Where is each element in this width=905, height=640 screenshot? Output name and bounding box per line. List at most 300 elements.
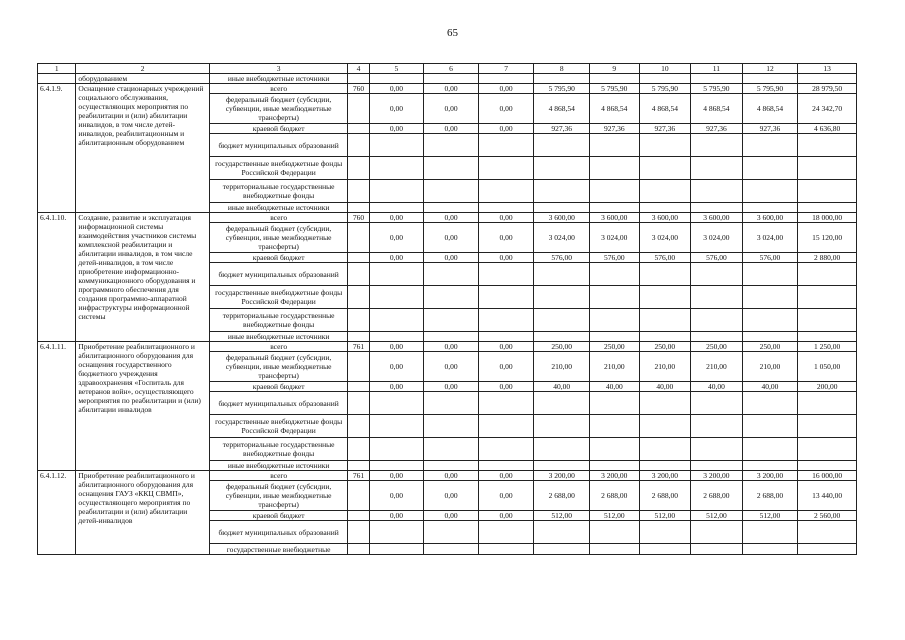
executor-code-cell: 760 [348, 213, 369, 223]
value-cell [424, 263, 479, 286]
executor-code-cell [348, 286, 369, 309]
value-cell: 0,00 [424, 94, 479, 124]
value-cell [369, 415, 424, 438]
value-cell [369, 461, 424, 471]
value-cell [478, 415, 534, 438]
column-number: 8 [534, 64, 590, 74]
value-cell [424, 180, 479, 203]
value-cell: 0,00 [424, 124, 479, 134]
total-value-cell: 200,00 [798, 382, 857, 392]
value-cell [742, 263, 798, 286]
value-cell [348, 74, 369, 84]
value-cell: 3 200,00 [590, 471, 640, 481]
total-value-cell: 2 560,00 [798, 511, 857, 521]
value-cell: 512,00 [639, 511, 691, 521]
value-cell [478, 74, 534, 84]
value-cell: 4 868,54 [534, 94, 590, 124]
value-cell [424, 286, 479, 309]
value-cell [639, 263, 691, 286]
value-cell: 0,00 [424, 382, 479, 392]
value-cell: 576,00 [691, 253, 743, 263]
executor-code-cell [348, 309, 369, 332]
value-cell: 927,36 [590, 124, 640, 134]
value-cell: 0,00 [369, 471, 424, 481]
value-cell: 512,00 [590, 511, 640, 521]
funding-source-cell: иные внебюджетные источники [209, 461, 348, 471]
value-cell: 3 600,00 [534, 213, 590, 223]
value-cell: 0,00 [369, 352, 424, 382]
value-cell [369, 74, 424, 84]
executor-code-cell: 760 [348, 84, 369, 94]
executor-code-cell [348, 352, 369, 382]
value-cell: 0,00 [369, 213, 424, 223]
total-value-cell [798, 438, 857, 461]
funding-source-cell: государственные внебюджетные фонды Российской Федерации [209, 415, 348, 438]
value-cell: 4 868,54 [639, 94, 691, 124]
executor-code-cell [348, 544, 369, 555]
funding-source-cell: всего [209, 84, 348, 94]
value-cell: 3 600,00 [742, 213, 798, 223]
value-cell [424, 461, 479, 471]
value-cell [478, 180, 534, 203]
funding-source-cell: государственные внебюджетные фонды Российской Федерации [209, 157, 348, 180]
value-cell [478, 461, 534, 471]
value-cell [639, 157, 691, 180]
funding-source-cell: федеральный бюджет (субсидии, субвенции, иные межбюджетные трансферты) [209, 481, 348, 511]
total-value-cell [798, 332, 857, 342]
value-cell: 0,00 [478, 124, 534, 134]
value-cell: 0,00 [478, 342, 534, 352]
funding-source-cell: иные внебюджетные источники [209, 203, 348, 213]
value-cell: 576,00 [639, 253, 691, 263]
executor-code-cell: 761 [348, 471, 369, 481]
activity-code: 6.4.1.9. [38, 84, 76, 213]
value-cell [424, 157, 479, 180]
value-cell [590, 74, 640, 84]
value-cell: 0,00 [424, 253, 479, 263]
funding-source-cell: бюджет муниципальных образований [209, 263, 348, 286]
executor-code-cell [348, 511, 369, 521]
funding-row [38, 471, 857, 481]
value-cell: 3 200,00 [639, 471, 691, 481]
value-cell [534, 74, 590, 84]
value-cell [639, 180, 691, 203]
value-cell: 0,00 [424, 213, 479, 223]
value-cell [691, 332, 743, 342]
value-cell [639, 309, 691, 332]
value-cell: 0,00 [478, 481, 534, 511]
value-cell: 4 868,54 [590, 94, 640, 124]
total-value-cell [798, 521, 857, 544]
value-cell [639, 461, 691, 471]
column-number: 6 [424, 64, 479, 74]
value-cell [590, 309, 640, 332]
funding-source-cell: федеральный бюджет (субсидии, субвенции, иные межбюджетные трансферты) [209, 94, 348, 124]
value-cell [798, 74, 857, 84]
value-cell [742, 544, 798, 555]
value-cell [639, 286, 691, 309]
value-cell [742, 332, 798, 342]
value-cell [478, 438, 534, 461]
value-cell [742, 203, 798, 213]
activity-description: Приобретение реабилитационного и абилитационного оборудования для оснащения ГАУЗ «ККЦ СВМП», осуществляющего мероприятия по реабилитации и (или) абилитации детей-инвалидов [76, 471, 209, 555]
value-cell: 5 795,90 [691, 84, 743, 94]
funding-source-cell: всего [209, 213, 348, 223]
column-number: 2 [76, 64, 209, 74]
value-cell [742, 74, 798, 84]
value-cell: 5 795,90 [534, 84, 590, 94]
value-cell [639, 521, 691, 544]
value-cell: 40,00 [691, 382, 743, 392]
value-cell [369, 332, 424, 342]
activity-code: 6.4.1.11. [38, 342, 76, 471]
value-cell [691, 438, 743, 461]
value-cell [590, 203, 640, 213]
code-cell [38, 74, 76, 84]
value-cell: 3 024,00 [534, 223, 590, 253]
value-cell: 927,36 [691, 124, 743, 134]
value-cell [424, 74, 479, 84]
activity-description: Оснащение стационарных учреждений социального обслуживания, осуществляющих мероприятия по реабилитации и (или) абилитации инвалидов, в том числе детей-инвалидов, реабилитационным и абилитационным оборудованием [76, 84, 209, 213]
value-cell [742, 392, 798, 415]
value-cell: 0,00 [478, 511, 534, 521]
value-cell [369, 203, 424, 213]
value-cell [639, 415, 691, 438]
value-cell: 210,00 [742, 352, 798, 382]
activity-code: 6.4.1.10. [38, 213, 76, 342]
value-cell: 0,00 [478, 213, 534, 223]
value-cell [424, 415, 479, 438]
value-cell [424, 544, 479, 555]
value-cell [369, 544, 424, 555]
funding-source-cell: бюджет муниципальных образований [209, 521, 348, 544]
funding-source-cell: краевой бюджет [209, 253, 348, 263]
value-cell [534, 392, 590, 415]
value-cell [590, 521, 640, 544]
value-cell: 0,00 [478, 223, 534, 253]
value-cell [590, 180, 640, 203]
value-cell: 0,00 [369, 253, 424, 263]
funding-source-cell: краевой бюджет [209, 511, 348, 521]
value-cell [369, 263, 424, 286]
value-cell: 0,00 [478, 382, 534, 392]
total-value-cell: 18 000,00 [798, 213, 857, 223]
value-cell: 0,00 [424, 481, 479, 511]
value-cell: 0,00 [424, 342, 479, 352]
value-cell [424, 134, 479, 157]
executor-code-cell [348, 203, 369, 213]
value-cell [691, 544, 743, 555]
value-cell: 2 688,00 [742, 481, 798, 511]
value-cell: 0,00 [369, 481, 424, 511]
value-cell: 927,36 [742, 124, 798, 134]
value-cell [369, 180, 424, 203]
value-cell: 3 600,00 [639, 213, 691, 223]
total-value-cell: 1 250,00 [798, 342, 857, 352]
funding-source-cell: иные внебюджетные источники [209, 332, 348, 342]
value-cell: 5 795,90 [639, 84, 691, 94]
funding-source-cell: государственные внебюджетные фонды Российской Федерации [209, 286, 348, 309]
total-value-cell [798, 286, 857, 309]
value-cell [534, 461, 590, 471]
executor-code-cell [348, 263, 369, 286]
value-cell: 5 795,90 [742, 84, 798, 94]
funding-source-cell: государственные внебюджетные [209, 544, 348, 555]
value-cell: 512,00 [691, 511, 743, 521]
value-cell [590, 286, 640, 309]
total-value-cell [798, 157, 857, 180]
budget-table [37, 63, 857, 555]
value-cell: 927,36 [639, 124, 691, 134]
value-cell: 0,00 [424, 511, 479, 521]
value-cell [639, 544, 691, 555]
column-number: 10 [639, 64, 691, 74]
value-cell [424, 203, 479, 213]
value-cell [424, 309, 479, 332]
executor-code-cell [348, 94, 369, 124]
value-cell [742, 415, 798, 438]
value-cell: 210,00 [534, 352, 590, 382]
funding-source-cell: бюджет муниципальных образований [209, 392, 348, 415]
value-cell [478, 203, 534, 213]
value-cell [691, 180, 743, 203]
value-cell [534, 438, 590, 461]
value-cell [369, 286, 424, 309]
executor-code-cell [348, 332, 369, 342]
value-cell [424, 392, 479, 415]
value-cell: 3 600,00 [590, 213, 640, 223]
funding-source-cell: федеральный бюджет (субсидии, субвенции, иные межбюджетные трансферты) [209, 223, 348, 253]
funding-source-cell: бюджет муниципальных образований [209, 134, 348, 157]
value-cell: 512,00 [534, 511, 590, 521]
executor-code-cell [348, 134, 369, 157]
funding-source-cell: федеральный бюджет (субсидии, субвенции, иные межбюджетные трансферты) [209, 352, 348, 382]
funding-source-cell: всего [209, 342, 348, 352]
value-cell [369, 134, 424, 157]
value-cell: 4 868,54 [742, 94, 798, 124]
value-cell [639, 392, 691, 415]
value-cell: 0,00 [369, 342, 424, 352]
total-value-cell [798, 544, 857, 555]
value-cell [369, 392, 424, 415]
value-cell [691, 203, 743, 213]
column-number: 13 [798, 64, 857, 74]
value-cell [590, 157, 640, 180]
value-cell: 3 024,00 [742, 223, 798, 253]
value-cell [590, 544, 640, 555]
value-cell: 927,36 [534, 124, 590, 134]
value-cell [478, 286, 534, 309]
value-cell [691, 521, 743, 544]
value-cell [534, 157, 590, 180]
value-cell: 40,00 [534, 382, 590, 392]
total-value-cell: 15 120,00 [798, 223, 857, 253]
total-value-cell: 13 440,00 [798, 481, 857, 511]
column-number: 5 [369, 64, 424, 74]
value-cell [478, 309, 534, 332]
funding-source-cell: территориальные государственные внебюджетные фонды [209, 180, 348, 203]
value-cell [691, 134, 743, 157]
executor-code-cell [348, 180, 369, 203]
value-cell: 0,00 [369, 84, 424, 94]
value-cell [534, 263, 590, 286]
executor-code-cell [348, 438, 369, 461]
value-cell: 210,00 [691, 352, 743, 382]
description-cell: оборудованием [76, 74, 209, 84]
total-value-cell: 24 342,70 [798, 94, 857, 124]
column-number: 7 [478, 64, 534, 74]
value-cell: 210,00 [590, 352, 640, 382]
total-value-cell: 16 000,00 [798, 471, 857, 481]
value-cell: 0,00 [369, 511, 424, 521]
value-cell [639, 134, 691, 157]
executor-code-cell [348, 461, 369, 471]
value-cell [478, 263, 534, 286]
value-cell: 250,00 [742, 342, 798, 352]
value-cell: 0,00 [369, 223, 424, 253]
value-cell: 576,00 [590, 253, 640, 263]
funding-source-cell: территориальные государственные внебюджетные фонды [209, 438, 348, 461]
column-number: 4 [348, 64, 369, 74]
value-cell: 0,00 [478, 94, 534, 124]
executor-code-cell [348, 392, 369, 415]
budget-table-container [37, 63, 857, 555]
value-cell [742, 157, 798, 180]
value-cell: 0,00 [424, 471, 479, 481]
column-number: 11 [691, 64, 743, 74]
value-cell [534, 203, 590, 213]
value-cell [742, 180, 798, 203]
total-value-cell: 2 880,00 [798, 253, 857, 263]
value-cell [691, 157, 743, 180]
value-cell [590, 415, 640, 438]
value-cell: 0,00 [478, 84, 534, 94]
value-cell [742, 461, 798, 471]
total-value-cell: 1 050,00 [798, 352, 857, 382]
total-value-cell [798, 309, 857, 332]
total-value-cell [798, 134, 857, 157]
value-cell [742, 521, 798, 544]
value-cell [590, 332, 640, 342]
funding-row [38, 213, 857, 223]
value-cell [639, 438, 691, 461]
activity-description: Приобретение реабилитационного и абилитационного оборудования для оснащения государственного бюджетного учреждения здравоохранения «Госпиталь для ветеранов войн», осуществляющего мероприятия по реабилитации и (или) абилитации инвалидов [76, 342, 209, 471]
value-cell [424, 332, 479, 342]
value-cell: 0,00 [369, 124, 424, 134]
total-value-cell [798, 180, 857, 203]
executor-code-cell [348, 415, 369, 438]
executor-code-cell [348, 481, 369, 511]
value-cell [369, 521, 424, 544]
funding-source-cell: территориальные государственные внебюджетные фонды [209, 309, 348, 332]
funding-source-cell: краевой бюджет [209, 382, 348, 392]
executor-code-cell [348, 124, 369, 134]
value-cell: 0,00 [424, 223, 479, 253]
value-cell: 0,00 [478, 471, 534, 481]
column-number: 1 [38, 64, 76, 74]
executor-code-cell [348, 223, 369, 253]
value-cell: 250,00 [534, 342, 590, 352]
value-cell [478, 392, 534, 415]
value-cell [590, 263, 640, 286]
value-cell [478, 157, 534, 180]
value-cell: 40,00 [742, 382, 798, 392]
value-cell [590, 461, 640, 471]
total-value-cell [798, 392, 857, 415]
value-cell [534, 544, 590, 555]
value-cell: 0,00 [369, 94, 424, 124]
value-cell: 250,00 [590, 342, 640, 352]
value-cell: 40,00 [590, 382, 640, 392]
value-cell [590, 438, 640, 461]
value-cell [369, 309, 424, 332]
value-cell: 512,00 [742, 511, 798, 521]
value-cell: 2 688,00 [639, 481, 691, 511]
column-number: 12 [742, 64, 798, 74]
total-value-cell: 4 636,80 [798, 124, 857, 134]
value-cell [534, 521, 590, 544]
value-cell [639, 332, 691, 342]
total-value-cell [798, 415, 857, 438]
value-cell: 576,00 [534, 253, 590, 263]
column-number: 3 [209, 64, 348, 74]
value-cell [424, 438, 479, 461]
total-value-cell: 28 979,50 [798, 84, 857, 94]
value-cell: 0,00 [424, 352, 479, 382]
value-cell: 3 024,00 [590, 223, 640, 253]
funding-source-cell: краевой бюджет [209, 124, 348, 134]
value-cell [639, 74, 691, 84]
value-cell: 2 688,00 [590, 481, 640, 511]
value-cell: 3 600,00 [691, 213, 743, 223]
value-cell: 250,00 [691, 342, 743, 352]
value-cell [534, 286, 590, 309]
value-cell: 3 200,00 [742, 471, 798, 481]
funding-row [38, 84, 857, 94]
value-cell [691, 461, 743, 471]
value-cell [691, 309, 743, 332]
value-cell: 5 795,90 [590, 84, 640, 94]
executor-code-cell: 761 [348, 342, 369, 352]
value-cell: 2 688,00 [534, 481, 590, 511]
activity-code: 6.4.1.12. [38, 471, 76, 555]
value-cell [478, 134, 534, 157]
value-cell: 210,00 [639, 352, 691, 382]
value-cell: 4 868,54 [691, 94, 743, 124]
continuation-row [38, 74, 857, 84]
value-cell: 2 688,00 [691, 481, 743, 511]
value-cell [534, 332, 590, 342]
value-cell: 3 024,00 [691, 223, 743, 253]
page-number: 65 [447, 27, 458, 39]
value-cell [478, 544, 534, 555]
value-cell [742, 309, 798, 332]
value-cell: 3 200,00 [534, 471, 590, 481]
value-cell: 250,00 [639, 342, 691, 352]
value-cell [691, 415, 743, 438]
value-cell [478, 332, 534, 342]
value-cell: 0,00 [369, 382, 424, 392]
value-cell: 40,00 [639, 382, 691, 392]
value-cell [590, 392, 640, 415]
value-cell [691, 74, 743, 84]
executor-code-cell [348, 521, 369, 544]
value-cell: 3 024,00 [639, 223, 691, 253]
column-number-row [38, 64, 857, 74]
executor-code-cell [348, 253, 369, 263]
value-cell [534, 415, 590, 438]
value-cell: 576,00 [742, 253, 798, 263]
